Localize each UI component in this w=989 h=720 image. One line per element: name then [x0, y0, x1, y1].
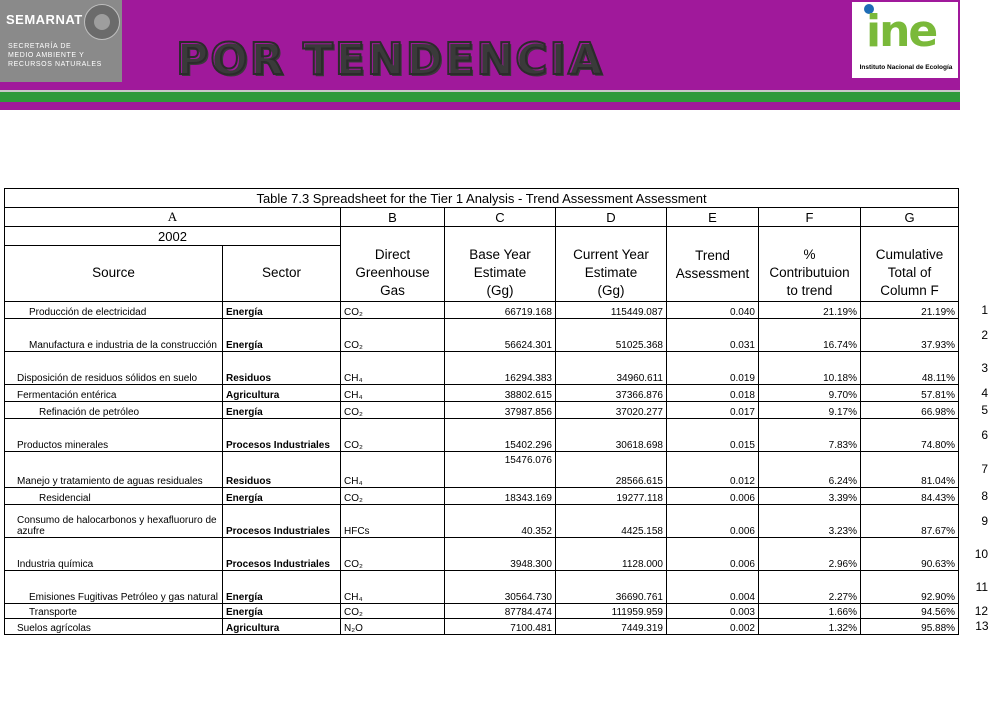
header-percent-line2: Contributuion [769, 265, 850, 280]
header-base-line1: Base Year [469, 247, 531, 262]
header-cumulative-line2: Total of [887, 265, 932, 280]
cell-source: Manufactura e industria de la construcción [5, 318, 223, 351]
cell-percent: 16.74% [759, 318, 861, 351]
cell-current: 51025.368 [556, 318, 667, 351]
table-row [5, 418, 989, 451]
trend-assessment-table [4, 188, 989, 635]
cell-sector: Residuos [223, 451, 341, 487]
cell-cumulative: 94.56% [861, 603, 959, 618]
cell-sector: Energía [223, 318, 341, 351]
cell-cumulative: 81.04% [861, 451, 959, 487]
cell-trend: 0.002 [667, 618, 759, 634]
cell-gas: CO₂ [341, 487, 445, 504]
col-letter-b: B [341, 208, 445, 227]
cell-percent: 1.66% [759, 603, 861, 618]
col-letter-a: A [5, 208, 341, 227]
table-row [5, 318, 989, 351]
header-trend-line2: Assessment [675, 265, 750, 281]
table-row [5, 301, 989, 318]
row-number: 6 [981, 427, 989, 442]
cell-sector: Residuos [223, 351, 341, 384]
cell-cumulative: 74.80% [861, 418, 959, 451]
cell-source: Transporte [5, 603, 223, 618]
cell-cumulative: 95.88% [861, 618, 959, 634]
cell-cumulative: 90.63% [861, 537, 959, 570]
header-gas-line3: Gas [380, 283, 405, 298]
header-base [445, 246, 556, 302]
cell-current: 30618.698 [556, 418, 667, 451]
cell-trend: 0.019 [667, 351, 759, 384]
cell-trend: 0.006 [667, 537, 759, 570]
semarnat-logo [0, 0, 122, 82]
table-row [5, 401, 989, 418]
cell-trend: 0.018 [667, 384, 759, 401]
header-gas [341, 246, 445, 302]
cell-sector: Energía [223, 487, 341, 504]
ine-mark: ine [866, 6, 937, 57]
cell-source: Producción de electricidad [5, 301, 223, 318]
year-cell: 2002 [5, 227, 341, 246]
cell-current: 36690.761 [556, 570, 667, 603]
col-letter-e: E [667, 208, 759, 227]
cell-cumulative: 66.98% [861, 401, 959, 418]
cell-gas: CH₄ [341, 384, 445, 401]
cell-gas: CO₂ [341, 401, 445, 418]
header-percent-line1: % [803, 247, 816, 262]
cell-sector: Procesos Industriales [223, 504, 341, 537]
ine-caption: Instituto Nacional de Ecología [859, 64, 953, 71]
header-trend-line1: Trend [695, 247, 730, 263]
cell-gas: CO₂ [341, 318, 445, 351]
row-number: 3 [981, 360, 989, 375]
header-trend [667, 246, 759, 302]
cell-gas: HFCs [341, 504, 445, 537]
row-number: 2 [981, 327, 989, 342]
col-letter-g: G [861, 208, 959, 227]
cell-source: Fermentación entérica [5, 384, 223, 401]
cell-source: Suelos agrícolas [5, 618, 223, 634]
cell-trend: 0.006 [667, 487, 759, 504]
cell-percent: 9.70% [759, 384, 861, 401]
header-source: Source [5, 246, 223, 302]
table-caption: Table 7.3 Spreadsheet for the Tier 1 Analysis - Trend Assessment Assessment [5, 189, 959, 208]
cell-cumulative: 87.67% [861, 504, 959, 537]
cell-base: 15402.296 [445, 418, 556, 451]
header-base-line3: (Gg) [486, 283, 514, 298]
cell-percent: 6.24% [759, 451, 861, 487]
cell-trend: 0.040 [667, 301, 759, 318]
cell-current: 34960.611 [556, 351, 667, 384]
semarnat-name: SEMARNAT [6, 12, 83, 27]
header-gas-line1: Direct [374, 247, 411, 262]
cell-base: 7100.481 [445, 618, 556, 634]
cell-sector: Energía [223, 570, 341, 603]
cell-cumulative: 92.90% [861, 570, 959, 603]
table-row [5, 487, 989, 504]
cell-sector: Procesos Industriales [223, 418, 341, 451]
row-number: 9 [981, 513, 989, 528]
table-row [5, 504, 989, 537]
cell-sector: Energía [223, 301, 341, 318]
header-green-stripe [0, 92, 960, 102]
cell-current: 115449.087 [556, 301, 667, 318]
cell-cumulative: 37.93% [861, 318, 959, 351]
cell-sector: Energía [223, 603, 341, 618]
cell-percent: 7.83% [759, 418, 861, 451]
cell-source: Emisiones Fugitivas Petróleo y gas natural [5, 570, 223, 603]
cell-gas: CO₂ [341, 537, 445, 570]
cell-base: 37987.856 [445, 401, 556, 418]
header-purple-stripe [0, 102, 960, 110]
cell-gas: CO₂ [341, 603, 445, 618]
cell-gas: CO₂ [341, 301, 445, 318]
cell-current: 111959.959 [556, 603, 667, 618]
col-letter-d: D [556, 208, 667, 227]
cell-percent: 2.96% [759, 537, 861, 570]
table-row [5, 618, 989, 634]
col-letter-f: F [759, 208, 861, 227]
cell-base: 30564.730 [445, 570, 556, 603]
page-title: POR TENDENCIA [176, 34, 604, 85]
cell-cumulative: 48.11% [861, 351, 959, 384]
cell-percent: 10.18% [759, 351, 861, 384]
cell-percent: 3.23% [759, 504, 861, 537]
cell-percent: 3.39% [759, 487, 861, 504]
table-row [5, 384, 989, 401]
cell-base: 87784.474 [445, 603, 556, 618]
table-row [5, 537, 989, 570]
header-base-line2: Estimate [473, 265, 527, 280]
cell-gas: N₂O [341, 618, 445, 634]
mexico-seal-icon [84, 4, 120, 40]
cell-trend: 0.017 [667, 401, 759, 418]
cell-base: 66719.168 [445, 301, 556, 318]
cell-current: 4425.158 [556, 504, 667, 537]
cell-cumulative: 57.81% [861, 384, 959, 401]
cell-source: Consumo de halocarbonos y hexafluoruro de azufre [5, 504, 223, 537]
header-current-line1: Current Year [573, 247, 649, 262]
cell-source: Manejo y tratamiento de aguas residuales [5, 451, 223, 487]
cell-current: 7449.319 [556, 618, 667, 634]
cell-trend: 0.012 [667, 451, 759, 487]
table-row [5, 451, 989, 487]
cell-base: 40.352 [445, 504, 556, 537]
table-row [5, 570, 989, 603]
cell-base: 15476.076 [445, 451, 556, 487]
cell-source: Productos minerales [5, 418, 223, 451]
ine-logo [852, 2, 958, 78]
cell-sector: Energía [223, 401, 341, 418]
header-cumulative-line1: Cumulative [875, 247, 944, 262]
row-number: 12 [974, 603, 989, 618]
cell-base: 3948.300 [445, 537, 556, 570]
cell-sector: Procesos Industriales [223, 537, 341, 570]
header-current [556, 246, 667, 302]
row-number: 10 [974, 546, 989, 561]
header-sector: Sector [223, 246, 341, 302]
cell-gas: CH₄ [341, 351, 445, 384]
cell-trend: 0.031 [667, 318, 759, 351]
header-current-line2: Estimate [584, 265, 638, 280]
cell-current: 37366.876 [556, 384, 667, 401]
cell-sector: Agricultura [223, 618, 341, 634]
cell-source: Disposición de residuos sólidos en suelo [5, 351, 223, 384]
cell-percent: 9.17% [759, 401, 861, 418]
row-number: 13 [975, 619, 989, 633]
cell-source: Refinación de petróleo [5, 401, 223, 418]
cell-trend: 0.015 [667, 418, 759, 451]
cell-percent: 21.19% [759, 301, 861, 318]
cell-trend: 0.004 [667, 570, 759, 603]
cell-percent: 2.27% [759, 570, 861, 603]
header-percent [759, 246, 861, 302]
col-letter-c: C [445, 208, 556, 227]
cell-current: 37020.277 [556, 401, 667, 418]
cell-trend: 0.006 [667, 504, 759, 537]
cell-gas: CH₄ [341, 451, 445, 487]
header-cumulative [861, 246, 959, 302]
table-row [5, 351, 989, 384]
cell-current: 28566.615 [556, 451, 667, 487]
row-number: 1 [981, 302, 989, 317]
cell-gas: CH₄ [341, 570, 445, 603]
row-number: 8 [981, 488, 989, 503]
cell-current: 19277.118 [556, 487, 667, 504]
table-row [5, 603, 989, 618]
cell-base: 16294.383 [445, 351, 556, 384]
cell-base: 38802.615 [445, 384, 556, 401]
cell-source: Residencial [5, 487, 223, 504]
header-percent-line3: to trend [786, 283, 833, 298]
cell-percent: 1.32% [759, 618, 861, 634]
cell-base: 56624.301 [445, 318, 556, 351]
row-number: 11 [975, 579, 989, 594]
header-gas-line2: Greenhouse [355, 265, 430, 280]
cell-gas: CO₂ [341, 418, 445, 451]
semarnat-subtitle: SECRETARÍA DE MEDIO AMBIENTE Y RECURSOS NATURALES [8, 43, 102, 68]
cell-cumulative: 21.19% [861, 301, 959, 318]
row-number: 7 [981, 462, 989, 476]
cell-trend: 0.003 [667, 603, 759, 618]
cell-source: Industria química [5, 537, 223, 570]
row-number: 5 [981, 402, 989, 417]
cell-cumulative: 84.43% [861, 487, 959, 504]
cell-base: 18343.169 [445, 487, 556, 504]
header-cumulative-line3: Column F [880, 283, 939, 298]
header-current-line3: (Gg) [597, 283, 625, 298]
cell-current: 1128.000 [556, 537, 667, 570]
cell-sector: Agricultura [223, 384, 341, 401]
row-number: 4 [981, 385, 989, 400]
